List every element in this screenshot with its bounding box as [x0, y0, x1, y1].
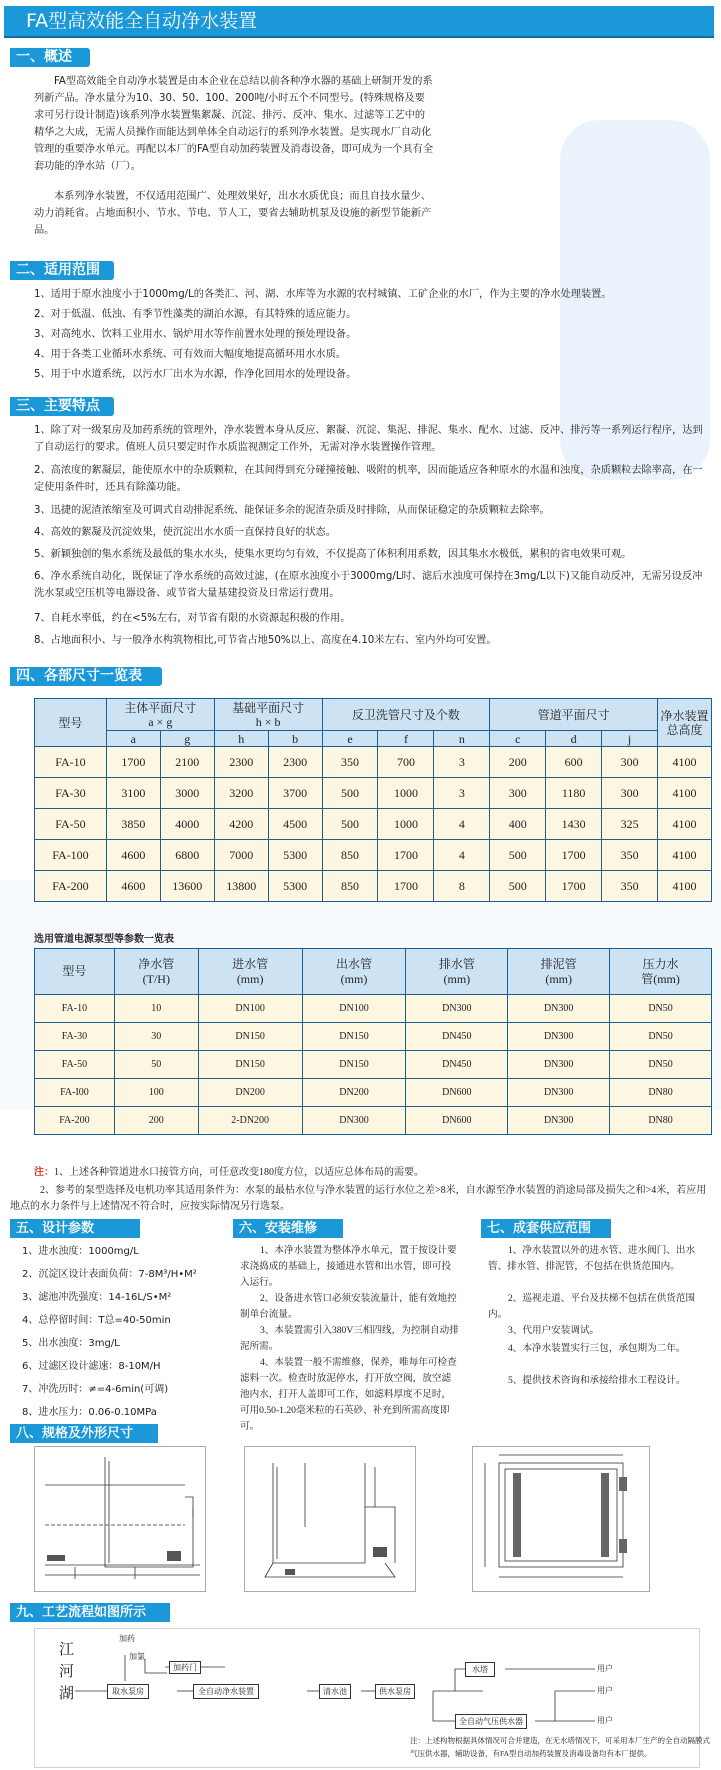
title-bar-edge	[4, 36, 714, 38]
pipe-cell: DN300	[508, 1023, 610, 1051]
pipe-cell: DN50	[610, 995, 712, 1023]
col-header-base-size	[214, 699, 322, 731]
flow-label-user: 用户	[597, 1716, 613, 1725]
design-param: 2、沉淀区设计表面负荷：7-8M³/H•M²	[22, 1269, 197, 1280]
dimension-cell: 600	[546, 747, 602, 778]
overview-paragraph: FA型高效能全自动净水装置是由本企业在总结以前各种净水器的基础上研制开发的系列新产品。净水量分为10、30、50、100、200吨/小时五个不同型号。(特殊规格及要求可另行设计制造)该系列净水装置集絮凝、沉淀、排污、反冲、集水、过滤等工艺中的精华之大成，无需人员操作而能达到单体全自动运行的系列净水装置。是实现水厂自动化管理的重要净水单元。再配以本厂的FA型自动加药装置及消毒设备，即可成为一个具有全套功能的净水站（厂）。	[34, 76, 434, 172]
note-2: 2、参考的泵型选择及电机功率其适用条件为：水泵的最枯水位与净水装置的运行水位之差>8米，自水源至净水装置的消途局部及损失之和>4米，若应用地点的水力条件与上述情况不符合时，应按实际情况另行选泵。	[10, 1185, 707, 1212]
dimension-table-body	[35, 747, 712, 902]
scope-item: 5、用于中水道系统，以污水厂出水为水源，作净化回用水的处理设备。	[34, 369, 357, 380]
dimension-table	[34, 698, 712, 902]
source-char: 河	[59, 1664, 75, 1680]
drawing-elevation-svg	[35, 1447, 205, 1591]
col-header-sludge: 排泥管 (mm)	[508, 949, 610, 995]
pipe-cell: 2-DN200	[198, 1107, 302, 1135]
installation-paragraph: 2、设备进水管口必须安装流量计，能有效地控制单台流量。	[240, 1293, 457, 1320]
dimension-cell: 4100	[658, 778, 712, 809]
pipe-cell: DN150	[198, 1023, 302, 1051]
dimension-cell: 1180	[546, 778, 602, 809]
pipe-cell: DN100	[198, 995, 302, 1023]
page-title: FA型高效能全自动净水装置	[26, 10, 258, 32]
table-row	[35, 1023, 712, 1051]
drawing-elevation	[34, 1446, 206, 1592]
pipe-cell: 10	[114, 995, 198, 1023]
source-char: 江	[59, 1642, 75, 1658]
dimension-cell: 1000	[378, 809, 434, 840]
col-header-model: 型号	[35, 949, 115, 995]
pipe-cell: DN150	[302, 1051, 406, 1079]
col-header-base-size-sub: h × b	[255, 714, 281, 729]
dimension-cell: 1430	[546, 809, 602, 840]
table-row	[35, 840, 712, 871]
col-header-backwash: 反卫洗管尺寸及个数	[322, 699, 490, 731]
dimension-cell: 3700	[268, 778, 322, 809]
feature-item: 7、自耗水率低，约在<5%左右，对节省有限的水资源起积极的作用。	[34, 613, 351, 624]
col-header-drain: 排水管 (mm)	[406, 949, 508, 995]
dimension-cell: 350	[602, 871, 658, 902]
dimension-cell: 350	[322, 747, 378, 778]
col-header-base-size-label: 基础平面尺寸	[232, 700, 305, 715]
section-heading-design-params: 五、设计参数	[10, 1219, 140, 1238]
pipe-cell: FA-I00	[35, 1079, 115, 1107]
pipe-cell: 30	[114, 1023, 198, 1051]
col-header-outlet: 出水管 (mm)	[302, 949, 406, 995]
section-heading-specs: 八、规格及外形尺寸	[10, 1424, 158, 1443]
supply-paragraph: 5、提供技术咨询和承接给排水工程设计。	[508, 1375, 686, 1386]
flow-box-purifier: 全自动净水装置	[193, 1684, 259, 1699]
title-bar	[4, 6, 714, 36]
dimension-cell: 300	[602, 778, 658, 809]
installation-paragraph: 4、本装置一般不需维修，保养，唯每年可检查滤料一次。检查时放泥停水，打开放空阀，放空滤池内水，打开人盖即可工作，如滤料厚度不足时，可用0.50-1.20毫米粒的石英砂、补充到所需高度即可。	[240, 1357, 457, 1432]
col-header-sub: d	[546, 731, 602, 747]
dimension-cell: 350	[602, 840, 658, 871]
pipe-cell: DN300	[406, 995, 508, 1023]
scope-item: 4、用于各类工业循环水系统、可有效而大幅度地提高循环用水水质。	[34, 349, 347, 360]
dimension-cell: 3	[434, 747, 490, 778]
dimension-cell: FA-100	[35, 840, 107, 871]
col-header-sub: e	[322, 731, 378, 747]
col-header-pressure: 压力水 管(mm)	[610, 949, 712, 995]
dimension-cell: FA-10	[35, 747, 107, 778]
dimension-cell: 200	[490, 747, 546, 778]
pipe-cell: DN300	[508, 1079, 610, 1107]
dimension-cell: 13800	[214, 871, 268, 902]
col-header-sub: c	[490, 731, 546, 747]
flow-label-dosing: 加药	[119, 1634, 135, 1643]
pipe-cell: DN300	[302, 1107, 406, 1135]
col-header-pipe-size: 管道平面尺寸	[490, 699, 658, 731]
dimension-cell: 4600	[106, 871, 160, 902]
table-row	[35, 778, 712, 809]
dimension-cell: 2300	[214, 747, 268, 778]
flow-label-chlorine: 加氯	[129, 1652, 145, 1661]
dimension-cell: 4100	[658, 809, 712, 840]
pipe-cell: FA-200	[35, 1107, 115, 1135]
dimension-cell: FA-50	[35, 809, 107, 840]
pipe-cell: 50	[114, 1051, 198, 1079]
dimension-cell: 500	[322, 778, 378, 809]
supply-paragraph: 1、净水装置以外的进水管、进水阀门、出水管、排水管、排泥管，不包括在供货范围内。	[488, 1245, 696, 1272]
pipe-cell: DN200	[198, 1079, 302, 1107]
dimension-cell: 4	[434, 840, 490, 871]
design-param: 8、进水压力：0.06-0.10MPa	[22, 1407, 157, 1418]
feature-item: 3、迅捷的泥渣浓缩室及可调式自动排泥系统、能保证多余的泥渣杂质及时排除，从而保证稳定的杂质颗粒去除率。	[34, 505, 550, 516]
installation-paragraph: 1、本净水装置为整体净水单元，置于按设计要求浇捣成的基础上，接通进水管和出水管，即可投入运行。	[240, 1245, 457, 1288]
pipe-cell: DN50	[610, 1023, 712, 1051]
dimension-cell: 3	[434, 778, 490, 809]
pipe-cell: 200	[114, 1107, 198, 1135]
col-header-sub: n	[434, 731, 490, 747]
pipe-cell: 100	[114, 1079, 198, 1107]
sub-table-title: 选用管道电源泵型等参数一览表	[34, 934, 174, 945]
water-source	[59, 1639, 74, 1705]
dimension-cell: 4100	[658, 747, 712, 778]
note-label: 注：	[34, 1167, 54, 1178]
dimension-cell: 700	[378, 747, 434, 778]
dimension-cell: 4100	[658, 871, 712, 902]
supply-paragraph: 2、巡视走道、平台及扶梯不包括在供货范围内。	[488, 1293, 696, 1320]
table-row	[35, 747, 712, 778]
process-footnote: 注：上述构物根据具体情况可合并建造，在无水塔情况下，可采用本厂生产的全自动隔膜式气压供水器，辅助设备，有FA型自动加药装置及消毒设备均有本厂提供。	[410, 1736, 710, 1758]
pipe-cell: DN450	[406, 1023, 508, 1051]
col-header-body-size-sub: a × g	[148, 714, 173, 729]
flow-box-clearwell: 清水池	[319, 1684, 351, 1699]
feature-item: 5、新颖独创的集水系统及最低的集水水头，使集水更均匀有效，不仅提高了体积利用系数，因其集水水极低，累积的省电效果可观。	[34, 549, 632, 560]
dimension-cell: 1700	[106, 747, 160, 778]
flow-box-water-tower: 水塔	[465, 1662, 495, 1677]
table-row	[35, 1051, 712, 1079]
section-heading-dimensions: 四、各部尺寸一览表	[10, 667, 162, 686]
section-heading-scope: 二、适用范围	[10, 261, 114, 280]
dimension-cell: 500	[490, 871, 546, 902]
pipe-cell: DN450	[406, 1051, 508, 1079]
dimension-cell: 3000	[160, 778, 214, 809]
note-1	[34, 1165, 714, 1181]
pipe-table-body	[35, 995, 712, 1135]
overview-paragraph: 本系列净水装置，不仅适用范围广、处理效果好，出水水质优良；而且自技水量少、动力消耗省。占地面积小、节水、节电、节人工，要省去辅助机泵及设施的新型节能新产品。	[34, 191, 432, 236]
design-param: 4、总停留时间：T总=40-50min	[22, 1315, 171, 1326]
dimension-cell: 5300	[268, 840, 322, 871]
section-heading-installation: 六、安装维修	[233, 1219, 343, 1238]
dimension-cell: 500	[322, 809, 378, 840]
col-header-sub: g	[160, 731, 214, 747]
scope-item: 3、对高纯水、饮料工业用水、锅炉用水等作前置水处理的预处理设备。	[34, 329, 357, 340]
dimension-cell: 500	[490, 840, 546, 871]
feature-item: 4、高效的絮凝及沉淀效果，使沉淀出水水质一直保持良好的状态。	[34, 527, 336, 538]
drawing-plan	[472, 1446, 650, 1592]
dimension-cell: 2100	[160, 747, 214, 778]
dimension-cell: 400	[490, 809, 546, 840]
scope-item: 2、对于低温、低浊、有季节性藻类的湖泊水源，有其特殊的适应能力。	[34, 309, 357, 320]
pipe-cell: DN300	[508, 995, 610, 1023]
note-1-text: 1、上述各种管道进水口接管方向，可任意改变180度方位，以适应总体布局的需要。	[54, 1167, 424, 1178]
pipe-cell: DN600	[406, 1107, 508, 1135]
pipe-cell: DN50	[610, 1051, 712, 1079]
dimension-cell: 4500	[268, 809, 322, 840]
feature-item: 8、占地面积小、与一般净水构筑物相比,可节省占地50%以上、高度在4.10米左右、室内外均可安置。	[34, 635, 497, 646]
section-heading-overview: 一、概述	[10, 48, 90, 67]
flow-box-supply-pump: 供水泵房	[375, 1684, 415, 1699]
dimension-cell: 4200	[214, 809, 268, 840]
col-header-sub: j	[602, 731, 658, 747]
dimension-cell: 1000	[378, 778, 434, 809]
col-header-sub: a	[106, 731, 160, 747]
dimension-cell: 3850	[106, 809, 160, 840]
pipe-cell: DN300	[508, 1051, 610, 1079]
supply-paragraph: 4、本净水装置实行三包，承包期为二年。	[508, 1343, 686, 1354]
col-header-sub: b	[268, 731, 322, 747]
flow-label-user: 用户	[597, 1686, 613, 1695]
section-heading-supply-scope: 七、成套供应范围	[481, 1219, 611, 1238]
drawing-plan-svg	[473, 1447, 649, 1591]
table-row	[35, 809, 712, 840]
pipe-table	[34, 948, 712, 1135]
dimension-cell: 300	[602, 747, 658, 778]
table-row	[35, 995, 712, 1023]
dimension-cell: 1700	[546, 871, 602, 902]
dimension-cell: 13600	[160, 871, 214, 902]
dimension-cell: 1700	[378, 871, 434, 902]
dimension-cell: 3100	[106, 778, 160, 809]
installation-paragraph: 3、本装置需引入380V三相四线，为控制自动排泥所需。	[240, 1325, 459, 1352]
pipe-cell: DN300	[508, 1107, 610, 1135]
design-param: 1、进水浊度：1000mg/L	[22, 1246, 139, 1257]
section-heading-features: 三、主要特点	[10, 397, 114, 416]
pipe-cell: DN200	[302, 1079, 406, 1107]
dimension-cell: FA-200	[35, 871, 107, 902]
col-header-sub: h	[214, 731, 268, 747]
flow-label-user: 用户	[597, 1664, 613, 1673]
dimension-cell: 2300	[268, 747, 322, 778]
dimension-cell: 4600	[106, 840, 160, 871]
scope-item: 1、适用于原水浊度小于1000mg/L的各类汇、河、湖、水库等为水源的农村城镇、工矿企业的水厂，作为主要的净水处理装置。	[34, 289, 612, 300]
drawing-section-svg	[245, 1447, 415, 1591]
dimension-cell: 850	[322, 871, 378, 902]
dimension-cell: 4100	[658, 840, 712, 871]
col-header-inlet: 进水管 (mm)	[198, 949, 302, 995]
feature-item: 1、除了对一级泵房及加药系统的管理外，净水装置本身从反应、絮凝、沉淀、集泥、排泥、集水、配水、过滤、反冲、排污等一系列运行程序，达到了自动运行的要求。值班人员只要定时作水质监视测定工作外，无需对净水装置操作管理。	[34, 425, 703, 453]
dimension-cell: 1700	[546, 840, 602, 871]
design-param: 3、滤池冲洗强度：14-16L/S•M²	[22, 1292, 172, 1303]
dimension-cell: 4000	[160, 809, 214, 840]
pipe-cell: DN80	[610, 1079, 712, 1107]
section-heading-process: 九、工艺流程如图所示	[10, 1603, 170, 1622]
col-header-total-height: 净水装置总高度	[658, 699, 712, 747]
pipe-cell: FA-30	[35, 1023, 115, 1051]
dimension-cell: 5300	[268, 871, 322, 902]
table-row	[35, 1107, 712, 1135]
design-param: 5、出水浊度：3mg/L	[22, 1338, 120, 1349]
drawing-section	[244, 1446, 416, 1592]
flow-box-dosing-room: 加药门	[169, 1661, 201, 1674]
pipe-cell: DN150	[198, 1051, 302, 1079]
table-row	[35, 871, 712, 902]
dimension-cell: 850	[322, 840, 378, 871]
dimension-cell: FA-30	[35, 778, 107, 809]
dimension-cell: 300	[490, 778, 546, 809]
pipe-cell: DN100	[302, 995, 406, 1023]
pipe-cell: DN600	[406, 1079, 508, 1107]
pipe-cell: FA-10	[35, 995, 115, 1023]
table-row	[35, 1079, 712, 1107]
supply-paragraph: 3、代用户安装调试。	[508, 1325, 600, 1336]
dimension-cell: 7000	[214, 840, 268, 871]
col-header-sub: f	[378, 731, 434, 747]
dimension-cell: 6800	[160, 840, 214, 871]
feature-item: 2、高浓度的絮凝层，能使原水中的杂质颗粒，在其间得到充分碰撞接触、吸附的机率，因而能适应各种原水的水温和浊度，杂质颗粒去除率高，在一定使用条件时，还具有除藻功能。	[34, 465, 703, 493]
col-header-model: 型号	[35, 699, 107, 747]
flow-box-pressure-supply: 全自动气压供水器	[455, 1714, 527, 1729]
dimension-cell: 4	[434, 809, 490, 840]
dimension-cell: 325	[602, 809, 658, 840]
col-header-flow: 净水管 (T/H)	[114, 949, 198, 995]
dimension-cell: 8	[434, 871, 490, 902]
pipe-cell: DN150	[302, 1023, 406, 1051]
col-header-body-size-label: 主体平面尺寸	[124, 700, 197, 715]
pipe-cell: DN80	[610, 1107, 712, 1135]
design-param: 6、过滤区设计滤速：8-10M/H	[22, 1361, 161, 1372]
pipe-cell: FA-50	[35, 1051, 115, 1079]
col-header-body-size	[106, 699, 214, 731]
flow-box-intake: 取水泵房	[107, 1684, 149, 1699]
dimension-cell: 3200	[214, 778, 268, 809]
feature-item: 6、净水系统自动化，既保证了净水系统的高效过滤，(在原水浊度小于3000mg/L时、滤后水浊度可保持在3mg/L以下)又能自动反冲，无需另设反冲洗水泵或空压机等电器设备、或节省大量基建投资及日常运行费用。	[34, 571, 703, 599]
source-char: 湖	[59, 1686, 75, 1702]
dimension-cell: 1700	[378, 840, 434, 871]
design-param: 7、冲洗历时：≠=4-6min(可调)	[22, 1384, 169, 1395]
